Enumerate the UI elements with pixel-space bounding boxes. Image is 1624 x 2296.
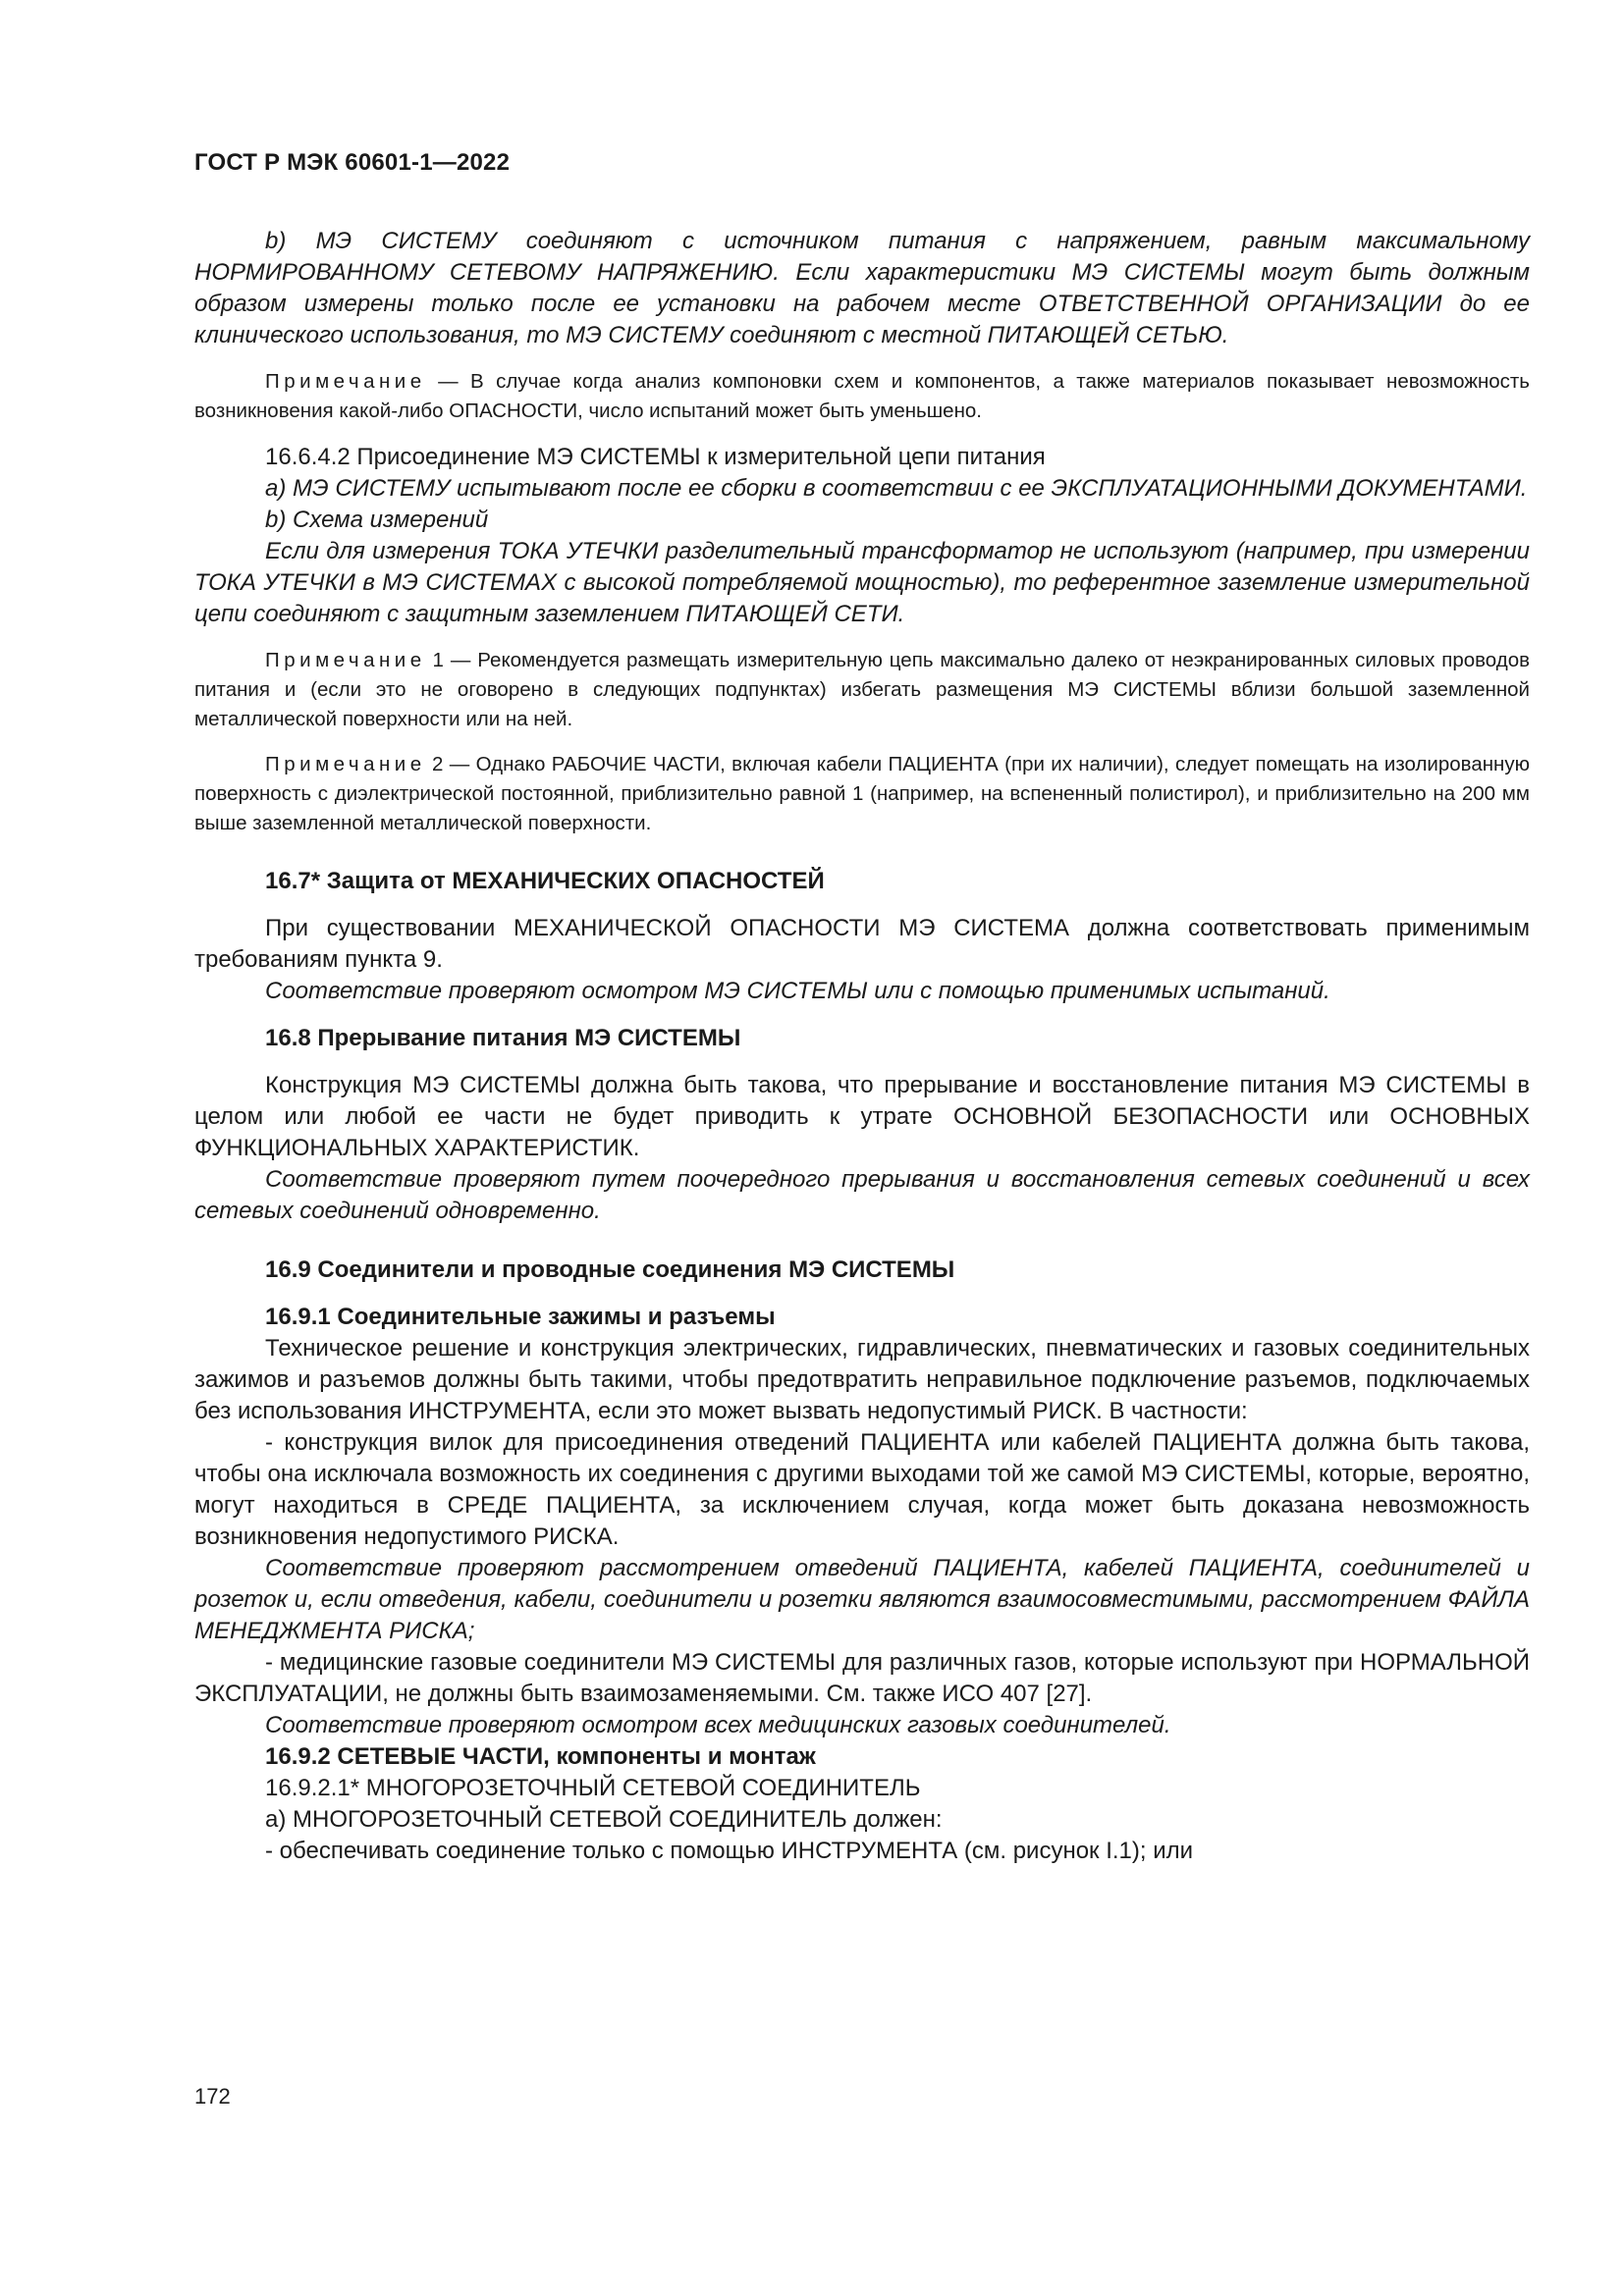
note-label: Примечание xyxy=(265,370,426,393)
paragraph-b-power-supply: b) МЭ СИСТЕМУ соединяют с источником питания с напряжением, равным максимальному НОРМИРОВАННОМУ СЕТЕВОМУ НАПРЯЖЕНИЮ. Если характеристики МЭ СИСТЕМЫ могут быть должным образом измерены только после ее установки на рабочем месте ОТВЕТСТВЕННОЙ ОРГАНИЗАЦИИ до ее клинического использования, то МЭ СИСТЕМУ соединяют с местной ПИТАЮЩЕЙ СЕТЬЮ. xyxy=(194,228,1530,348)
list-item-patient-plugs: - конструкция вилок для присоединения отведений ПАЦИЕНТА или кабелей ПАЦИЕНТА должна быть такова, чтобы она исключала возможность их соединения с другими выходами той же самой МЭ СИСТЕМЫ, которые, вероятно, могут находиться в СРЕДЕ ПАЦИЕНТА, за исключением случая, когда может быть доказана невозможность возникновения недопустимого РИСКА. xyxy=(194,1429,1530,1550)
section-heading-16-9-2: 16.9.2 СЕТЕВЫЕ ЧАСТИ, компоненты и монтаж xyxy=(265,1743,816,1770)
note-paragraph xyxy=(194,367,1530,426)
paragraph-compliance-check: Соответствие проверяют рассмотрением отведений ПАЦИЕНТА, кабелей ПАЦИЕНТА, соединителей и розеток и, если отведения, кабели, соединители и розетки являются взаимосовместимыми, рассмотрением ФАЙЛА МЕНЕДЖМЕНТА РИСКА; xyxy=(194,1555,1530,1644)
paragraph-mechanical-hazard: При существовании МЕХАНИЧЕСКОЙ ОПАСНОСТИ МЭ СИСТЕМА должна соответствовать применимым требованиям пункта 9. xyxy=(194,915,1530,973)
note-label: Примечание xyxy=(265,753,426,775)
note-label: Примечание xyxy=(265,649,426,671)
note-text: — В случае когда анализ компоновки схем и компонентов, а также материалов показывает невозможность возникновения какой-либо ОПАСНОСТИ, число испытаний может быть уменьшено. xyxy=(194,370,1530,422)
section-heading-16-9: 16.9 Соединители и проводные соединения МЭ СИСТЕМЫ xyxy=(265,1256,955,1283)
clause-16-6-4-2: 16.6.4.2 Присоединение МЭ СИСТЕМЫ к измерительной цепи питания xyxy=(265,444,1046,470)
list-item-tool-connection: - обеспечивать соединение только с помощью ИНСТРУМЕНТА (см. рисунок I.1); или xyxy=(265,1838,1194,1864)
page-number: 172 xyxy=(194,2084,231,2109)
note-paragraph xyxy=(194,750,1530,838)
page-body xyxy=(194,226,1530,1867)
paragraph-compliance-check: Соответствие проверяют осмотром всех медицинских газовых соединителей. xyxy=(265,1712,1171,1738)
paragraph-b-scheme: b) Схема измерений xyxy=(265,507,489,533)
paragraph-connectors: Техническое решение и конструкция электрических, гидравлических, пневматических и газовых соединительных зажимов и разъемов должны быть такими, чтобы предотвратить неправильное подключение разъемов, подключаемых без использования ИНСТРУМЕНТА, если это может вызвать недопустимый РИСК. В частности: xyxy=(194,1335,1530,1424)
note-paragraph xyxy=(194,646,1530,734)
paragraph-compliance-check: Соответствие проверяют осмотром МЭ СИСТЕМЫ или с помощью применимых испытаний. xyxy=(265,978,1330,1004)
note-text: 2 — Однако РАБОЧИЕ ЧАСТИ, включая кабели ПАЦИЕНТА (при их наличии), следует помещать на изолированную поверхность с диэлектрической постоянной, приблизительно равной 1 (например, на вспененный полистирол), и приблизительно на 200 мм выше заземленной металлической поверхности. xyxy=(194,753,1530,834)
list-item-gas-connectors: - медицинские газовые соединители МЭ СИСТЕМЫ для различных газов, которые используют при НОРМАЛЬНОЙ ЭКСПЛУАТАЦИИ, не должны быть взаимозаменяемыми. См. также ИСО 407 [27]. xyxy=(194,1649,1530,1707)
paragraph-leakage-current: Если для измерения ТОКА УТЕЧКИ разделительный трансформатор не используют (например, при измерении ТОКА УТЕЧКИ в МЭ СИСТЕМАХ с высокой потребляемой мощностью), то референтное заземление измерительной цепи соединяют с защитным заземлением ПИТАЮЩЕЙ СЕТИ. xyxy=(194,538,1530,627)
paragraph-power-interruption: Конструкция МЭ СИСТЕМЫ должна быть такова, что прерывание и восстановление питания МЭ СИСТЕМЫ в целом или любой ее части не будет приводить к утрате ОСНОВНОЙ БЕЗОПАСНОСТИ или ОСНОВНЫХ ФУНКЦИОНАЛЬНЫХ ХАРАКТЕРИСТИК. xyxy=(194,1072,1530,1161)
document-header: ГОСТ Р МЭК 60601-1—2022 xyxy=(194,149,511,176)
paragraph-compliance-check: Соответствие проверяют путем поочередного прерывания и восстановления сетевых соединений и всех сетевых соединений одновременно. xyxy=(194,1166,1530,1224)
paragraph-a-assembly: a) МЭ СИСТЕМУ испытывают после ее сборки в соответствии с ее ЭКСПЛУАТАЦИОННЫМИ ДОКУМЕНТАМИ. xyxy=(265,475,1528,502)
section-heading-16-9-1: 16.9.1 Соединительные зажимы и разъемы xyxy=(265,1304,776,1330)
paragraph-a-multiple-socket: a) МНОГОРОЗЕТОЧНЫЙ СЕТЕВОЙ СОЕДИНИТЕЛЬ должен: xyxy=(265,1806,943,1833)
section-heading-16-7: 16.7* Защита от МЕХАНИЧЕСКИХ ОПАСНОСТЕЙ xyxy=(265,868,825,894)
section-heading-16-8: 16.8 Прерывание питания МЭ СИСТЕМЫ xyxy=(265,1025,741,1051)
clause-16-9-2-1: 16.9.2.1* МНОГОРОЗЕТОЧНЫЙ СЕТЕВОЙ СОЕДИНИТЕЛЬ xyxy=(265,1775,921,1801)
note-text: 1 — Рекомендуется размещать измерительную цепь максимально далеко от неэкранированных силовых проводов питания и (если это не оговорено в следующих подпунктах) избегать размещения МЭ СИСТЕМЫ вблизи большой заземленной металлической поверхности или на ней. xyxy=(194,649,1530,730)
